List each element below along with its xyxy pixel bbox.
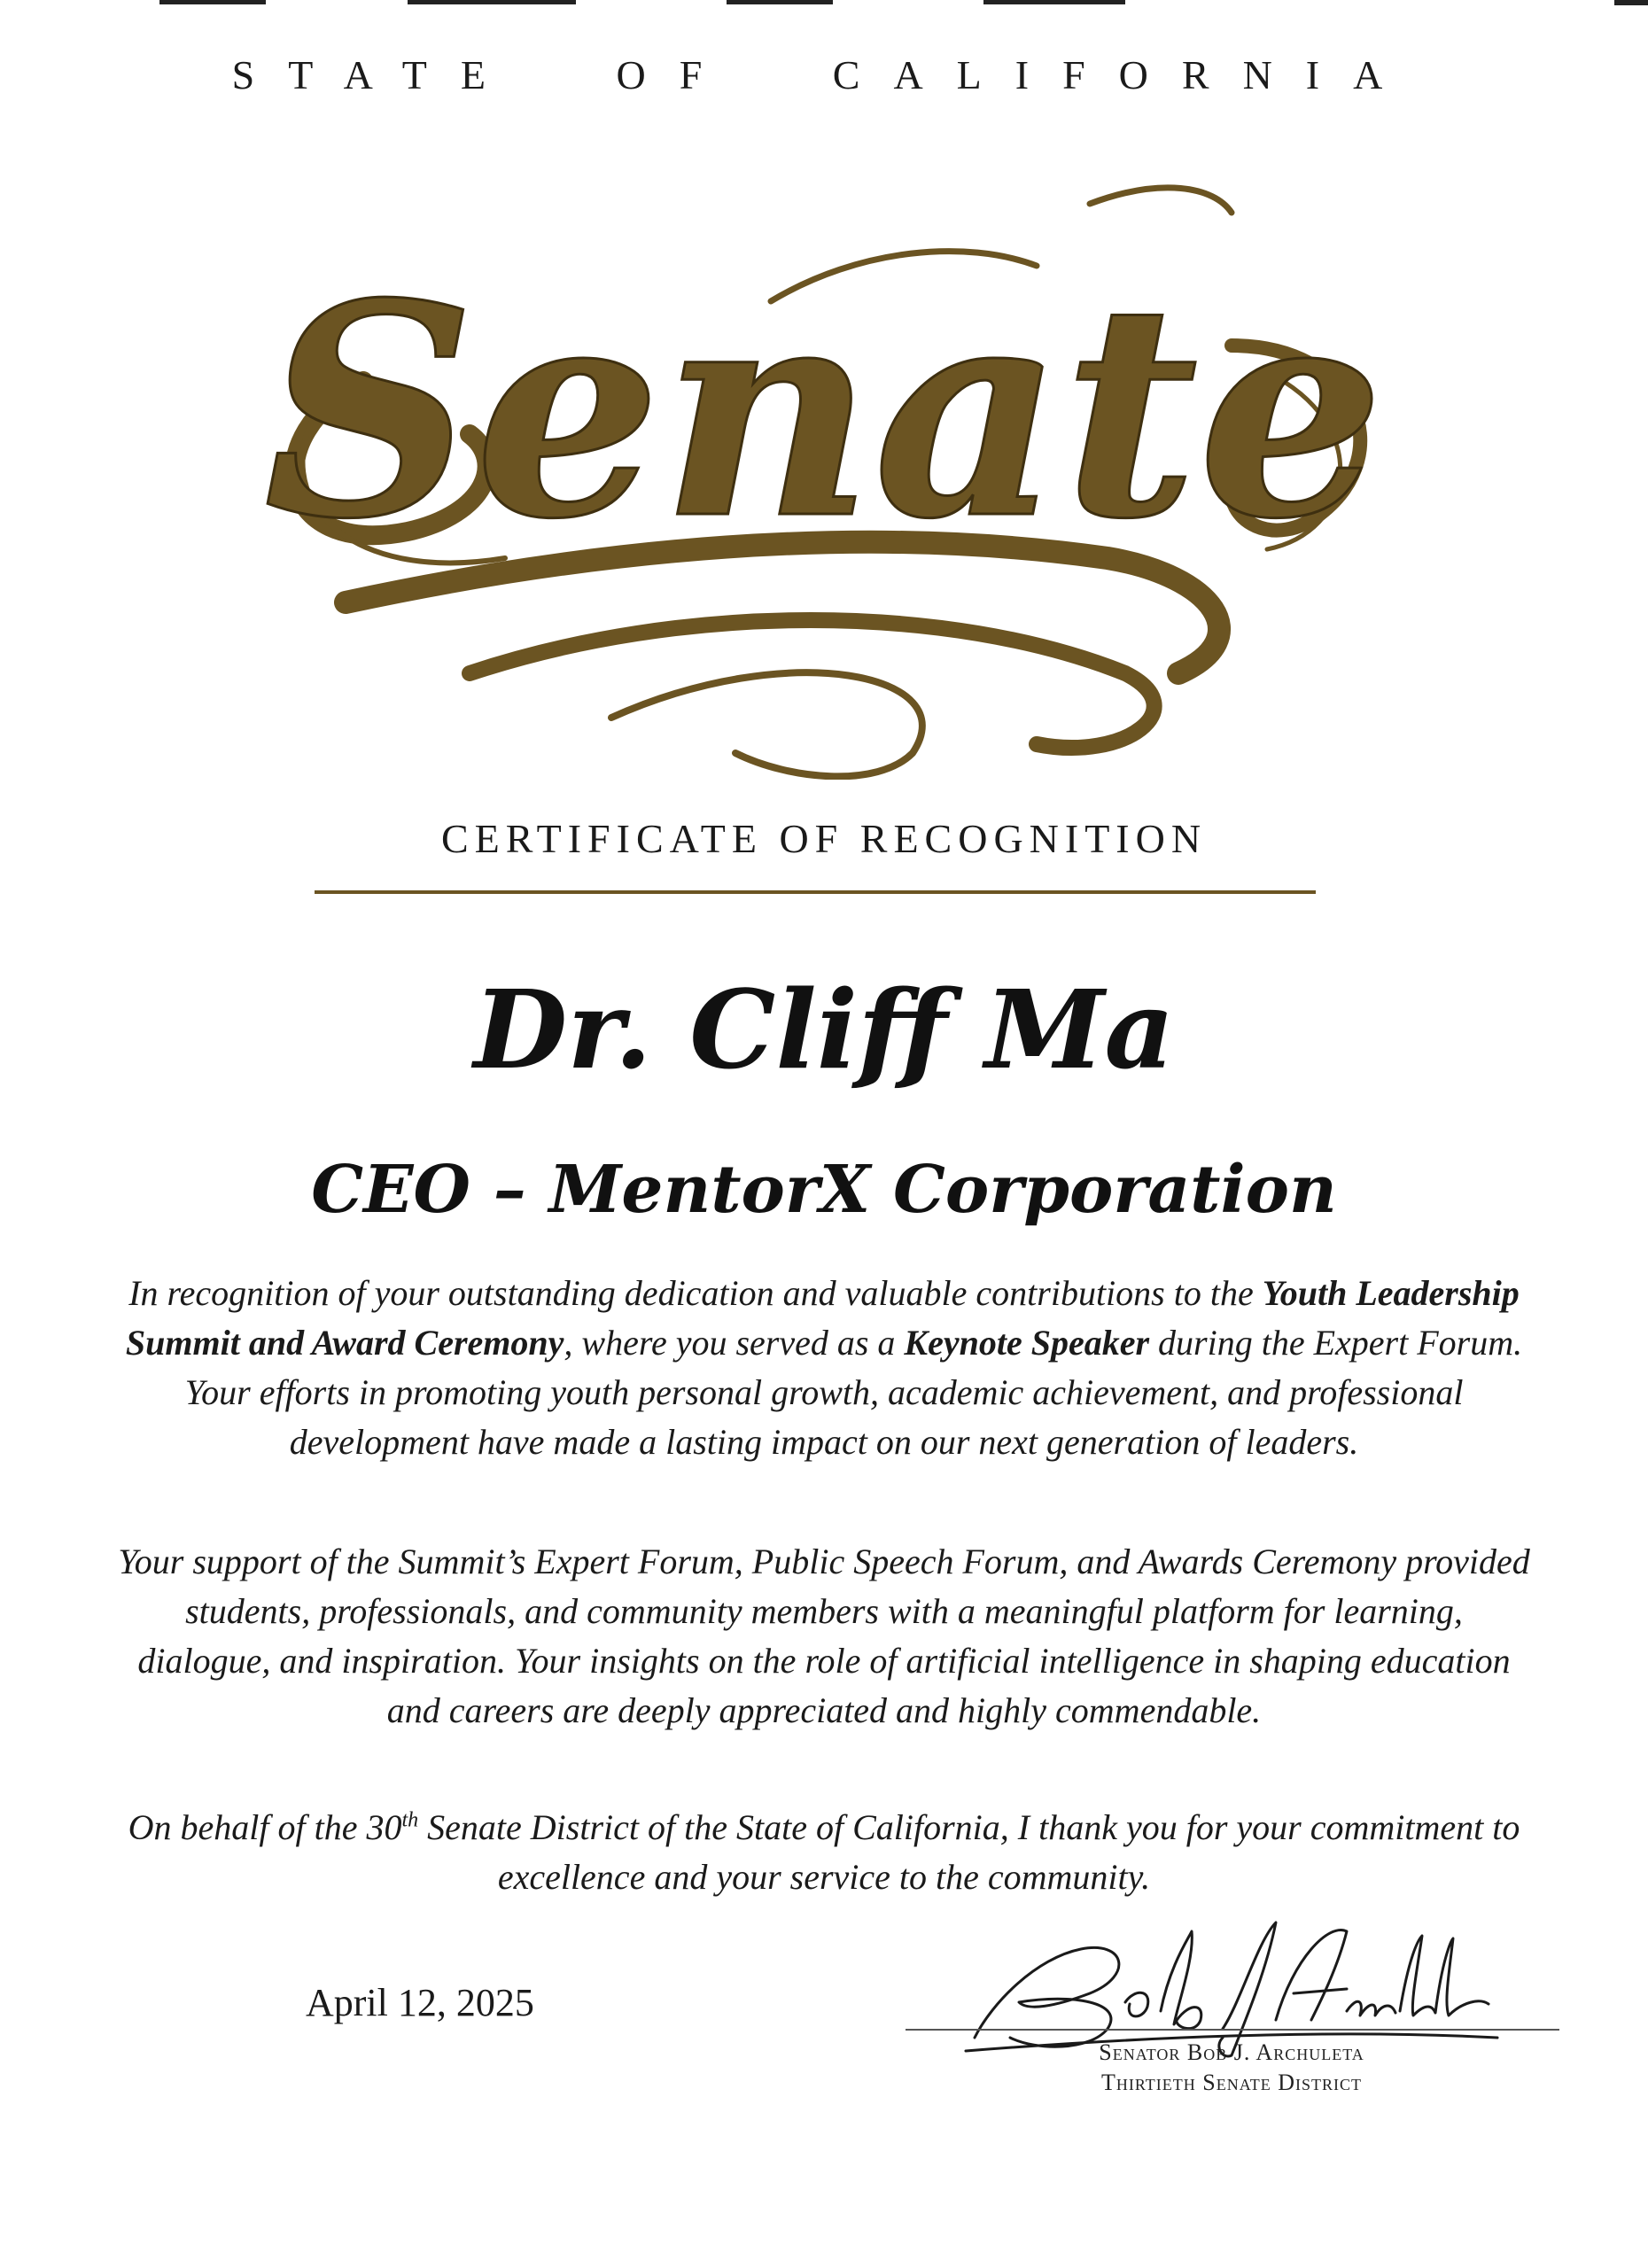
certificate-date: April 12, 2025 — [306, 1981, 534, 2024]
top-edge-marks — [159, 0, 1223, 5]
state-of-california-heading: STATE OF CALIFORNIA — [231, 52, 1417, 97]
recognition-paragraph-3: On behalf of the 30th Senate District of the State of California, I thank you for your commitment to excellence and your service to the community. — [128, 1807, 1520, 1897]
signer-district: Thirtieth Senate District — [1100, 2070, 1362, 2095]
event-name: Youth Leadership Summit and Award Ceremony — [125, 1273, 1520, 1363]
certificate-title: CERTIFICATE OF RECOGNITION — [440, 816, 1208, 861]
recipient-title: CEO – MentorX Corporation — [311, 1152, 1337, 1228]
signature-line — [906, 2029, 1559, 2031]
corner-mark — [1614, 0, 1648, 5]
senate-logo-text: Senate — [263, 239, 1385, 583]
recognition-paragraph-2: Your support of the Summit’s Expert Forum, Public Speech Forum, and Awards Ceremony provided students, professionals, and community members with a meaningful platform for learning, dialogue, and inspiration. Your insights on the role of artificial intelligence in shaping education and careers are deeply appreciated and highly commendable. — [118, 1542, 1530, 1730]
signer-name: Senator Bob J. Archuleta — [1099, 2039, 1364, 2065]
recipient-name: Dr. Cliff Ma — [473, 966, 1175, 1093]
gold-divider — [315, 890, 1316, 894]
recognition-paragraph-1: In recognition of your outstanding dedication and valuable contributions to the Youth Leadership Summit and Award Ceremony, where you served as a Keynote Speaker during the Expert Forum. Your efforts in promoting youth personal growth, academic achievement, and professional development have made a lasting impact on our next generation of leaders. — [125, 1273, 1523, 1462]
senate-logo — [239, 142, 1409, 780]
role-name: Keynote Speaker — [904, 1323, 1150, 1363]
